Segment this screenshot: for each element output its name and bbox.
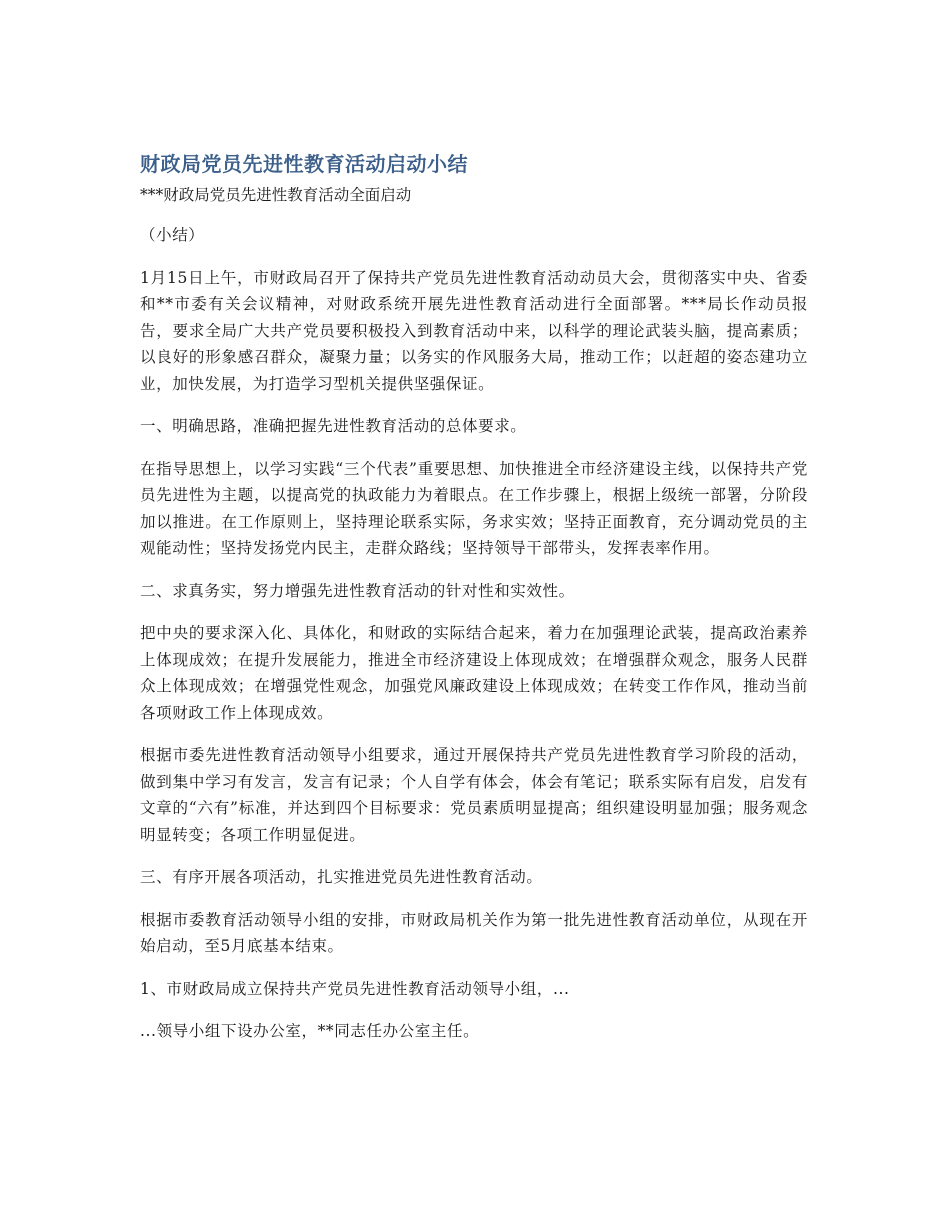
document-page: [140, 150, 808, 1045]
paragraph-section-1: 在指导思想上，以学习实践“三个代表”重要思想、加快推进全市经济建设主线，以保持共产党员先进性为主题，以提高党的执政能力为着眼点。在工作步骤上，根据上级统一部署，分阶段加以推进。在工作原则上，坚持理论联系实际，务求实效；坚持正面教育，充分调动党员的主观能动性；坚持发扬党内民主，走群众路线；坚持领导干部带头，发挥表率作用。: [140, 459, 808, 557]
section-heading-2: 二、求真务实，努力增强先进性教育活动的针对性和实效性。: [140, 581, 575, 600]
document-subtitle: ***财政局党员先进性教育活动全面启动: [140, 186, 412, 204]
document-title: 财政局党员先进性教育活动启动小结: [140, 152, 468, 176]
paragraph-section-2a: 把中央的要求深入化、具体化，和财政的实际结合起来，着力在加强理论武装，提高政治素养上体现成效；在提升发展能力，推进全市经济建设上体现成效；在增强群众观念，服务人民群众上体现成效；在增强党性观念，加强党风廉政建设上体现成效；在转变工作作风，推动当前各项财政工作上体现成效。: [140, 624, 808, 722]
list-item-1: 1、市财政局成立保持共产党员先进性教育活动领导小组，...: [140, 979, 570, 998]
summary-note: （小结）: [140, 226, 205, 244]
section-heading-3: 三、有序开展各项活动，扎实推进党员先进性教育活动。: [140, 868, 543, 886]
paragraph-section-3: 根据市委教育活动领导小组的安排，市财政局机关作为第一批先进性教育活动单位，从现在开始启动，至5月底基本结束。: [140, 910, 808, 955]
paragraph-section-2b: 根据市委先进性教育活动领导小组要求，通过开展保持共产党员先进性教育学习阶段的活动，做到集中学习有发言，发言有记录；个人自学有体会，体会有笔记；联系实际有启发，启发有文章的“六有”标准，并达到四个目标要求：党员素质明显提高；组织建设明显加强；服务观念明显转变；各项工作明显促进。: [140, 746, 808, 844]
paragraph-intro: 1月15日上午，市财政局召开了保持共产党员先进性教育活动动员大会，贯彻落实中央、省委和**市委有关会议精神，对财政系统开展先进性教育活动进行全面部署。***局长作动员报告，要求全局广大共产党员要积极投入到教育活动中来，以科学的理论武装头脑，提高素质；以良好的形象感召群众，凝聚力量；以务实的作风服务大局，推动工作；以赶超的姿态建功立业，加快发展，为打造学习型机关提供坚强保证。: [140, 268, 808, 393]
section-heading-1: 一、明确思路，准确把握先进性教育活动的总体要求。: [140, 417, 527, 435]
list-item-continuation: ...领导小组下设办公室，**同志任办公室主任。: [140, 1022, 480, 1040]
